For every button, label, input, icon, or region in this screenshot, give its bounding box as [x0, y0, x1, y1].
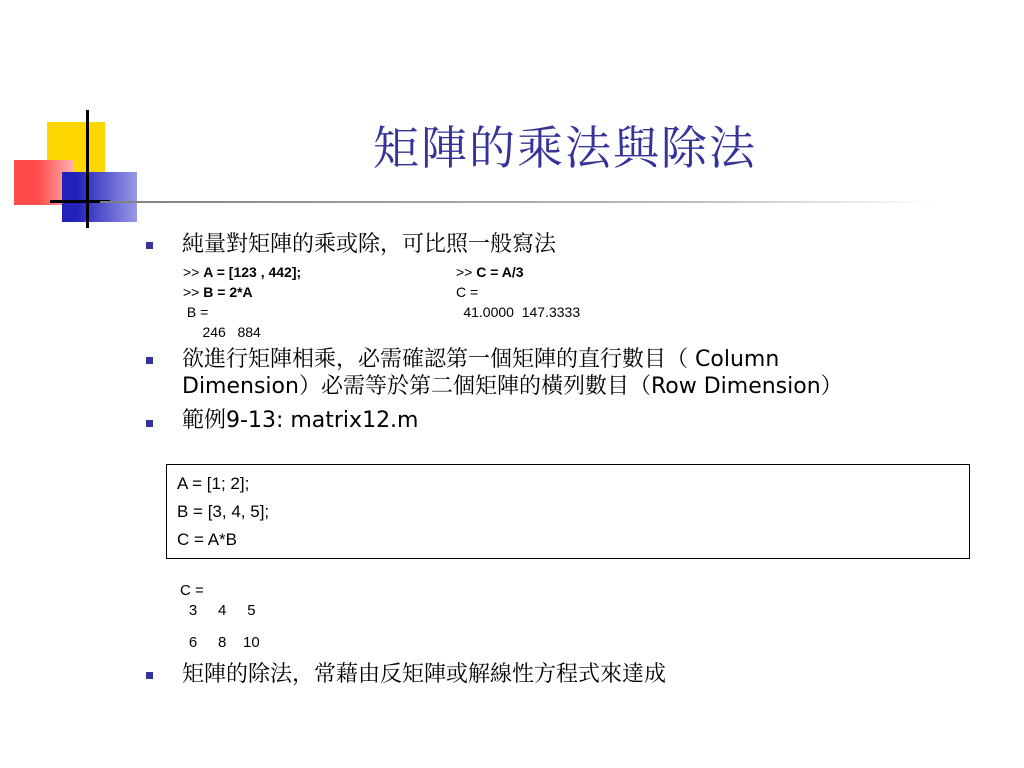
bullet-2-line-2-end: ）: [820, 374, 843, 399]
code-box-line-1: A = [1; 2];: [177, 474, 250, 493]
bullet-3-cjk: 範例: [182, 408, 227, 433]
code-left-line-4: 246 884: [183, 324, 261, 340]
bullet-2-line-1-cjk: 欲進行矩陣相乘，必需確認第一個矩陣的直行數目（: [182, 347, 689, 372]
bullet-3-text: [182, 408, 418, 434]
output-row-1: 3 4 5: [168, 602, 256, 619]
bullet-2-line-1-latin: Column: [688, 347, 780, 372]
code-box: [166, 464, 970, 559]
code-box-line-3: C = A*B: [177, 530, 238, 549]
deco-blue-square: [62, 172, 137, 222]
bullet-4-marker: [146, 672, 153, 679]
code-right-line-2: C =: [456, 284, 479, 300]
title-rule: [100, 201, 940, 203]
bullet-1-text: 純量對矩陣的乘或除，可比照一般寫法: [182, 232, 557, 257]
code-left-line-3: B =: [183, 304, 209, 320]
bullet-2-line-2-cjk: ）必需等於第二個矩陣的橫列數目（: [298, 374, 651, 399]
bullet-2-line-2: [182, 374, 843, 400]
code-left-line-2: >> B = 2*A: [183, 284, 253, 300]
output-label: C =: [180, 582, 204, 599]
code-right-line-1: >> C = A/3: [456, 264, 524, 280]
bullet-2-line-2-latin-b: Row Dimension: [650, 374, 821, 399]
deco-vertical-line: [86, 110, 89, 228]
bullet-2-line-1: [182, 347, 779, 373]
code-right-line-3: 41.0000 147.3333: [440, 304, 581, 320]
code-box-line-2: B = [3, 4, 5];: [177, 502, 270, 521]
slide-title: 矩陣的乘法與除法: [373, 121, 757, 175]
output-row-2: 6 8 10: [168, 634, 260, 651]
bullet-1-marker: [146, 242, 153, 249]
bullet-3-marker: [146, 420, 153, 427]
code-left-line-1: >> A = [123 , 442];: [183, 264, 302, 280]
bullet-4-text: 矩陣的除法，常藉由反矩陣或解線性方程式來達成: [182, 662, 667, 687]
bullet-2-line-2-latin-a: Dimension: [182, 374, 299, 399]
bullet-2-marker: [146, 357, 153, 364]
bullet-3-latin: 9-13: matrix12.m: [226, 408, 419, 433]
